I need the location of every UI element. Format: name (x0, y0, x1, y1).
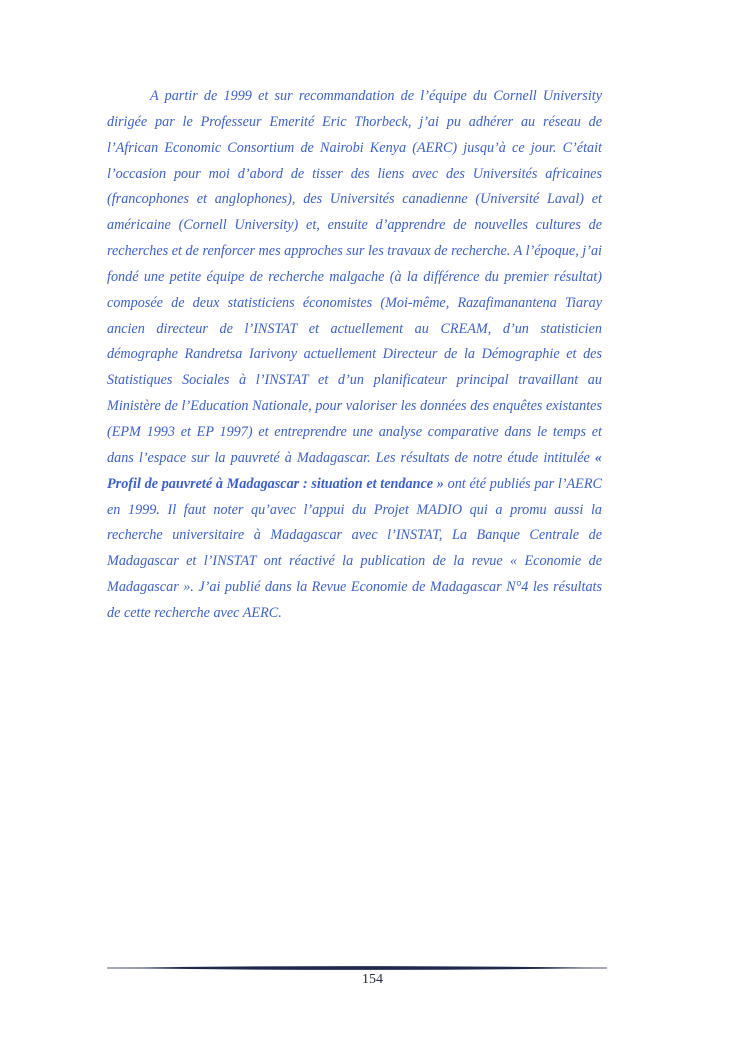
page-number: 154 (362, 972, 383, 987)
study-title-emphasis: « Profil de pauvreté à Madagascar : situation et tendance » (107, 449, 602, 492)
paragraph-text-part-1: A partir de 1999 et sur recommandation de l’équipe du Cornell University dirigée par le Professeur Emerité Eric Thorbeck, j’ai pu adhérer au réseau de l’African Economic Consortium de Nairobi Kenya (AERC) jusqu’à ce jour. C’était l’occasion pour moi d’abord de tisser des liens avec des Universités africaines (francophones et anglophones), des Universités canadienne (Université Laval) et américaine (Cornell University) et, ensuite d’apprendre de nouvelles cultures de recherches et de renforcer mes approches sur les travaux de recherche. A l’époque, j’ai fondé une petite équipe de recherche malgache (à la différence du premier résultat) composée de deux statisticiens économistes (Moi-même, Razafimanantena Tiaray ancien directeur de l’INSTAT et actuellement au CREAM, d’un statisticien démographe Randretsa Iarivony actuellement Directeur de la Démographie et des Statistiques Sociales à l’INSTAT et d’un planificateur principal travaillant au Ministère de l’Education Nationale, pour valoriser les données des enquêtes existantes (EPM 1993 et EP 1997) et entreprendre une analyse comparative dans le temps et dans l’espace sur la pauvreté à Madagascar. Les résultats de notre étude intitulée (107, 88, 602, 466)
paragraph-text-part-2: ont été publiés par l’AERC en 1999. Il faut noter qu’avec l’appui du Projet MADIO qui a promu aussi la recherche universitaire à Madagascar avec l’INSTAT, La Banque Centrale de Madagascar et l’INSTAT ont réactivé la publication de la revue « Economie de Madagascar ». J’ai publié dans la Revue Economie de Madagascar N°4 les résultats de cette recherche avec AERC. (107, 475, 602, 621)
body-paragraph (107, 84, 602, 627)
